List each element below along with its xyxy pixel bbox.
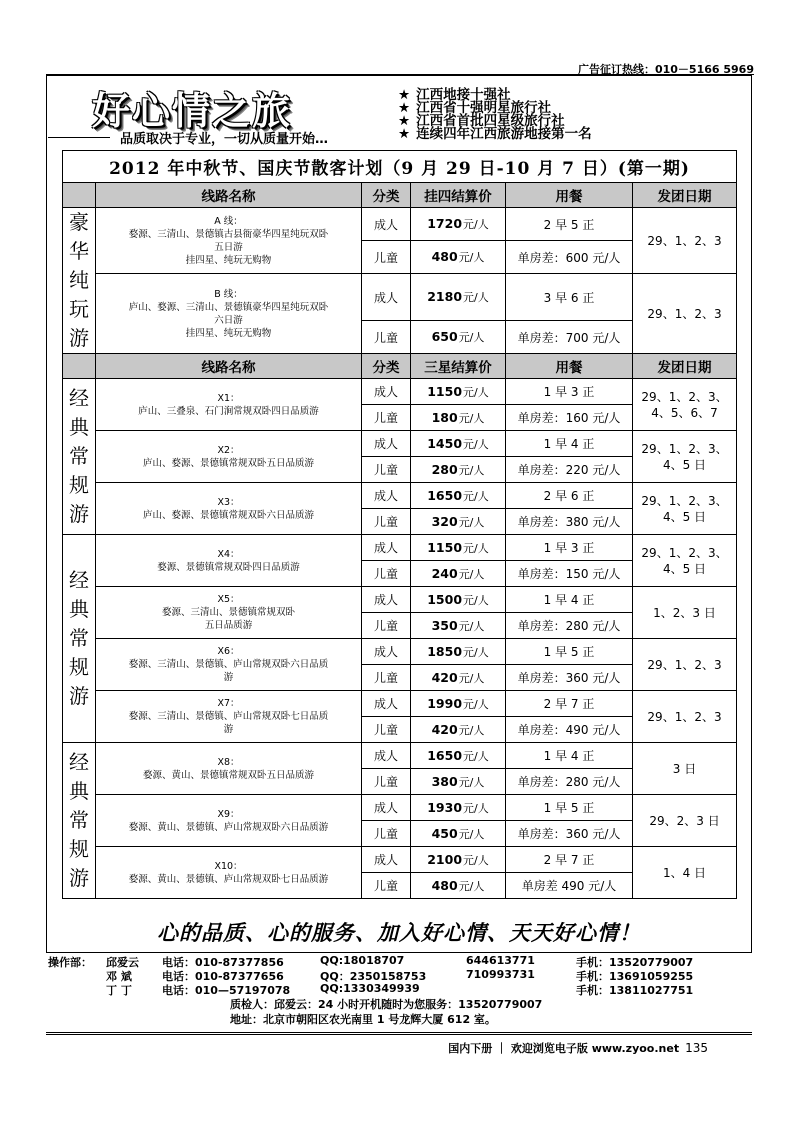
header-meal: 用餐 (506, 183, 633, 208)
section-label-char: 规 (69, 473, 89, 497)
departure-dates (633, 483, 737, 535)
slogan-rule (48, 137, 110, 138)
header-route: 线路名称 (96, 354, 362, 379)
section-label-char: 典 (69, 779, 89, 803)
price-child (411, 321, 506, 354)
office-address: 地址：北京市朝阳区农光南里 1 号龙辉大厦 612 室。 (230, 1013, 496, 1026)
price-child (411, 561, 506, 587)
price-value: 1150 (427, 383, 463, 399)
meal-child: 单房差：490 元/人 (506, 717, 633, 743)
category-child: 儿童 (362, 613, 411, 639)
meal-adult: 1 早 5 正 (506, 639, 633, 665)
price-unit: 元/人 (458, 775, 485, 789)
section-label-char: 经 (69, 386, 89, 410)
price-unit: 元/人 (463, 853, 489, 867)
price-unit: 元/人 (458, 827, 485, 841)
route-name-line: 庐山、婺源、三清山、景德镇豪华四星纯玩双卧 (128, 301, 329, 313)
meal-child: 单房差：600 元/人 (506, 241, 633, 274)
section-label-char: 华 (69, 239, 89, 263)
departure-date-line: 1、4 日 (662, 865, 707, 880)
contact-name: 邱爱云 (106, 956, 139, 969)
category-adult: 成人 (362, 431, 411, 457)
footer-text: 国内下册 ｜ 欢迎浏览电子版 www.zyoo.net (448, 1042, 680, 1055)
route-adult-row (63, 587, 737, 613)
star-icon: ★ (398, 87, 411, 103)
route-adult-row (63, 535, 737, 561)
route-name-line: X6： (217, 646, 240, 657)
price-unit: 元/人 (463, 218, 489, 231)
category-adult: 成人 (362, 795, 411, 821)
price-value: 1990 (427, 695, 463, 711)
price-value: 380 (431, 773, 458, 789)
price-unit: 元/人 (458, 331, 485, 344)
star-icon: ★ (398, 100, 411, 116)
meal-adult: 2 早 5 正 (506, 208, 633, 241)
meal-adult: 1 早 5 正 (506, 795, 633, 821)
price-child (411, 613, 506, 639)
price-unit: 元/人 (458, 671, 485, 685)
departure-date-line: 29、1、2、3 (647, 657, 722, 672)
route-adult-row (63, 274, 737, 321)
price-unit: 元/人 (458, 879, 485, 893)
route-adult-row (63, 691, 737, 717)
section-label-char: 玩 (69, 297, 89, 321)
header-price: 挂四结算价 (411, 183, 506, 208)
departure-dates (633, 639, 737, 691)
route-name (96, 274, 362, 354)
meal-adult: 2 早 7 正 (506, 847, 633, 873)
plan-title: 2012 年中秋节、国庆节散客计划（9 月 29 日-10 月 7 日）(第一期) (63, 151, 737, 183)
price-value: 1850 (427, 643, 463, 659)
price-unit: 元/人 (463, 437, 489, 451)
departure-dates (633, 431, 737, 483)
departure-dates (633, 847, 737, 899)
contact-bottom-rule (46, 1032, 752, 1035)
contact-phone: 电话：010-87377656 (162, 970, 284, 983)
price-value: 1650 (427, 747, 463, 763)
section-label-char: 游 (69, 326, 89, 350)
brand-logo: 好心情之旅 (92, 88, 293, 133)
departure-date-line: 29、1、2、3、 (641, 545, 728, 560)
contact-name: 丁 丁 (106, 984, 132, 997)
route-adult-row (63, 208, 737, 241)
price-unit: 元/人 (458, 567, 485, 581)
section-label-char: 典 (69, 415, 89, 439)
route-name-line: X3： (217, 496, 240, 508)
price-unit: 元/人 (463, 291, 489, 304)
price-value: 480 (431, 249, 458, 264)
section-label-char: 经 (69, 750, 89, 774)
price-unit: 元/人 (463, 489, 489, 503)
route-adult-row (63, 431, 737, 457)
price-child (411, 241, 506, 274)
price-unit: 元/人 (458, 619, 485, 633)
route-name-line: 庐山、三叠泉、石门涧常规双卧四日品质游 (138, 405, 319, 417)
section-label-char: 游 (69, 866, 89, 890)
section-label-char: 常 (69, 444, 89, 468)
price-value: 650 (431, 329, 458, 344)
price-value: 2180 (427, 289, 463, 304)
section-label-char: 规 (69, 655, 89, 679)
price-unit: 元/人 (458, 251, 485, 264)
route-name-line: 游 (223, 672, 234, 683)
price-value: 1500 (427, 591, 463, 607)
price-unit: 元/人 (463, 697, 489, 711)
departure-date-line: 3 日 (672, 761, 697, 776)
price-adult (411, 431, 506, 457)
price-adult (411, 535, 506, 561)
route-name-line: X10： (214, 860, 243, 872)
header-meal: 用餐 (506, 354, 633, 379)
meal-child: 单房差：280 元/人 (506, 769, 633, 795)
route-name (96, 847, 362, 899)
contact-qq: QQ:1330349939 (320, 982, 420, 995)
price-child (411, 769, 506, 795)
departure-dates (633, 379, 737, 431)
price-value: 2100 (427, 851, 463, 867)
meal-child: 单房差：380 元/人 (506, 509, 633, 535)
contact-label: 操作部： (48, 956, 92, 969)
category-adult: 成人 (362, 208, 411, 241)
route-name-line: 庐山、婺源、景德镇常规双卧五日品质游 (142, 457, 314, 469)
ad-hotline: 广告征订热线：010－5166 5969 (577, 63, 754, 76)
header-spacer (63, 183, 96, 208)
price-adult (411, 847, 506, 873)
departure-date-line: 29、1、2、3 (647, 233, 722, 248)
route-name-line: 五日游 (214, 241, 243, 253)
departure-date-line: 29、1、2、3、 (641, 389, 728, 404)
meal-child: 单房差：360 元/人 (506, 821, 633, 847)
section-label-char: 游 (69, 502, 89, 526)
price-value: 420 (431, 721, 458, 737)
page-number: 135 (685, 1041, 708, 1055)
price-unit: 元/人 (463, 749, 489, 763)
meal-child: 单房差：160 元/人 (506, 405, 633, 431)
price-value: 1650 (427, 487, 463, 503)
category-adult: 成人 (362, 483, 411, 509)
price-unit: 元/人 (463, 645, 489, 659)
route-adult-row (63, 847, 737, 873)
contact-phone: 电话：010-87377856 (162, 956, 284, 969)
price-unit: 元/人 (463, 541, 489, 555)
meal-adult: 2 早 6 正 (506, 483, 633, 509)
route-name-line: 婺源、黄山、景德镇、庐山常规双卧六日品质游 (128, 821, 329, 833)
star-icon: ★ (398, 126, 411, 142)
price-child (411, 821, 506, 847)
route-name-line: X8： (217, 756, 240, 768)
price-value: 480 (431, 877, 458, 893)
honor-item: ★ 江西地接十强社 (398, 87, 511, 103)
section-label-char: 常 (69, 808, 89, 832)
price-unit: 元/人 (458, 463, 485, 477)
honor-list (398, 89, 592, 141)
price-unit: 元/人 (463, 385, 489, 399)
departure-date-line: 1、2、3 日 (653, 605, 716, 620)
price-value: 420 (431, 669, 458, 685)
price-unit: 元/人 (458, 515, 485, 529)
category-adult: 成人 (362, 379, 411, 405)
meal-adult: 1 早 4 正 (506, 431, 633, 457)
honor-item: ★ 江西省十强明星旅行社 (398, 100, 552, 116)
slogan-banner: 心的品质、心的服务、加入好心情、天天好心情！ (157, 921, 641, 945)
section-label-char: 常 (69, 626, 89, 650)
price-adult (411, 691, 506, 717)
section-label-char: 规 (69, 837, 89, 861)
departure-dates (633, 795, 737, 847)
header-row (63, 183, 737, 208)
departure-dates (633, 274, 737, 354)
header-spacer (63, 354, 96, 379)
meal-adult: 1 早 3 正 (506, 379, 633, 405)
route-name-line: 庐山、婺源、景德镇常规双卧六日品质游 (142, 509, 314, 521)
route-name-line: 婺源、黄山、景德镇、庐山常规双卧七日品质游 (128, 873, 329, 885)
route-name (96, 431, 362, 483)
meal-adult: 1 早 4 正 (506, 743, 633, 769)
meal-adult: 2 早 7 正 (506, 691, 633, 717)
departure-dates (633, 208, 737, 274)
section-label (63, 208, 96, 354)
contact-qq2: 710993731 (466, 968, 535, 981)
price-unit: 元/人 (458, 411, 485, 425)
meal-child: 单房差 490 元/人 (506, 873, 633, 899)
price-adult (411, 274, 506, 321)
category-child: 儿童 (362, 241, 411, 274)
route-name (96, 639, 362, 691)
route-name-line: 婺源、黄山、景德镇常规双卧五日品质游 (142, 769, 314, 781)
header-category: 分类 (362, 183, 411, 208)
route-name-line: X9： (217, 808, 240, 820)
route-name (96, 743, 362, 795)
contact-name: 邓 斌 (106, 970, 132, 983)
category-child: 儿童 (362, 821, 411, 847)
meal-child: 单房差：360 元/人 (506, 665, 633, 691)
route-name-line: X5： (217, 594, 240, 605)
category-child: 儿童 (362, 769, 411, 795)
contact-qq2: 644613771 (466, 954, 535, 967)
departure-date-line: 4、5 日 (662, 457, 707, 472)
price-adult (411, 587, 506, 613)
departure-dates (633, 743, 737, 795)
price-child (411, 665, 506, 691)
price-adult (411, 379, 506, 405)
price-adult (411, 639, 506, 665)
section-label-char: 豪 (69, 210, 89, 234)
route-name (96, 208, 362, 274)
route-name (96, 535, 362, 587)
price-adult (411, 743, 506, 769)
tour-plan-table (62, 150, 737, 899)
star-icon: ★ (398, 113, 411, 129)
header-date: 发团日期 (633, 183, 737, 208)
category-adult: 成人 (362, 743, 411, 769)
category-adult: 成人 (362, 847, 411, 873)
route-adult-row (63, 743, 737, 769)
contact-phone: 电话：010—57197078 (162, 984, 291, 997)
section-label (63, 535, 96, 743)
route-name-line: 游 (223, 724, 234, 735)
category-adult: 成人 (362, 639, 411, 665)
meal-child: 单房差：700 元/人 (506, 321, 633, 354)
contact-mobile: 手机：13520779007 (576, 956, 694, 969)
meal-child: 单房差：150 元/人 (506, 561, 633, 587)
price-adult (411, 208, 506, 241)
route-name-line: X1： (217, 392, 240, 404)
category-child: 儿童 (362, 509, 411, 535)
category-adult: 成人 (362, 587, 411, 613)
price-child (411, 873, 506, 899)
departure-date-line: 29、1、2、3、 (641, 493, 728, 508)
route-adult-row (63, 639, 737, 665)
meal-adult: 1 早 4 正 (506, 587, 633, 613)
route-name (96, 587, 362, 639)
departure-date-line: 29、2、3 日 (649, 813, 720, 828)
price-value: 240 (431, 565, 458, 581)
category-adult: 成人 (362, 274, 411, 321)
meal-child: 单房差：280 元/人 (506, 613, 633, 639)
brand-slogan: 品质取决于专业，一切从质量开始… (120, 132, 329, 147)
route-name-line: 婺源、三清山、景德镇古县衙豪华四星纯玩双卧 (128, 228, 329, 240)
price-child (411, 405, 506, 431)
category-adult: 成人 (362, 691, 411, 717)
route-name-line: 婺源、三清山、景德镇、庐山常规双卧六日品质 (128, 659, 329, 670)
route-name-line: 婺源、三清山、景德镇常规双卧 (161, 607, 295, 618)
section-label-char: 典 (69, 597, 89, 621)
route-name-line: 婺源、三清山、景德镇、庐山常规双卧七日品质 (128, 711, 329, 722)
price-unit: 元/人 (463, 801, 489, 815)
route-name-line: 婺源、景德镇常规双卧四日品质游 (157, 561, 300, 573)
header-price: 三星结算价 (411, 354, 506, 379)
contact-qq: QQ:18018707 (320, 954, 405, 967)
header-row (63, 354, 737, 379)
departure-date-line: 29、1、2、3 (647, 306, 722, 321)
route-name (96, 483, 362, 535)
departure-date-line: 4、5 日 (662, 509, 707, 524)
category-child: 儿童 (362, 405, 411, 431)
contact-mobile: 手机：13691059255 (576, 970, 694, 983)
route-name-line: X7： (217, 698, 240, 709)
price-value: 280 (431, 461, 458, 477)
honor-item: ★ 江西省首批四星级旅行社 (398, 113, 565, 129)
category-child: 儿童 (362, 873, 411, 899)
departure-date-line: 29、1、2、3、 (641, 441, 728, 456)
price-value: 180 (431, 409, 458, 425)
price-child (411, 509, 506, 535)
price-unit: 元/人 (463, 593, 489, 607)
departure-dates (633, 691, 737, 743)
contact-qq: QQ：2350158753 (320, 970, 427, 983)
departure-dates (633, 587, 737, 639)
route-name-line: 五日品质游 (204, 620, 253, 631)
header-date: 发团日期 (633, 354, 737, 379)
category-child: 儿童 (362, 457, 411, 483)
route-adult-row (63, 483, 737, 509)
route-name-line: 挂四星、纯玩无购物 (185, 327, 272, 339)
category-child: 儿童 (362, 665, 411, 691)
price-value: 450 (431, 825, 458, 841)
route-name-line: 挂四星、纯玩无购物 (185, 254, 272, 266)
section-label-char: 经 (69, 568, 89, 592)
departure-date-line: 29、1、2、3 (647, 709, 722, 724)
departure-date-line: 4、5 日 (662, 561, 707, 576)
price-child (411, 457, 506, 483)
category-child: 儿童 (362, 561, 411, 587)
route-name-line: X2： (217, 444, 240, 456)
price-value: 1150 (427, 539, 463, 555)
departure-date-line: 4、5、6、7 (651, 405, 718, 420)
route-adult-row (63, 795, 737, 821)
price-value: 1930 (427, 799, 463, 815)
quality-inspector: 质检人：邱爱云：24 小时开机随时为您服务：13520779007 (230, 998, 543, 1011)
route-name-line: X4： (217, 548, 240, 560)
section-label (63, 743, 96, 899)
price-value: 320 (431, 513, 458, 529)
price-value: 350 (431, 617, 458, 633)
route-name (96, 691, 362, 743)
price-value: 1720 (427, 216, 463, 231)
departure-dates (633, 535, 737, 587)
category-adult: 成人 (362, 535, 411, 561)
route-name-line: B 线： (214, 288, 243, 300)
header-category: 分类 (362, 354, 411, 379)
route-adult-row (63, 379, 737, 405)
route-name (96, 795, 362, 847)
meal-adult: 1 早 3 正 (506, 535, 633, 561)
meal-child: 单房差：220 元/人 (506, 457, 633, 483)
category-child: 儿童 (362, 717, 411, 743)
price-child (411, 717, 506, 743)
price-unit: 元/人 (458, 723, 485, 737)
title-row (63, 151, 737, 183)
meal-adult: 3 早 6 正 (506, 274, 633, 321)
route-name-line: 六日游 (214, 314, 243, 326)
category-child: 儿童 (362, 321, 411, 354)
route-name (96, 379, 362, 431)
page-footer (448, 1040, 708, 1056)
section-label-char: 纯 (69, 268, 89, 292)
price-adult (411, 795, 506, 821)
honor-item: ★ 连续四年江西旅游地接第一名 (398, 126, 592, 142)
section-label-char: 游 (69, 684, 89, 708)
price-value: 1450 (427, 435, 463, 451)
section-label (63, 379, 96, 535)
route-name-line: A 线： (214, 215, 243, 227)
price-adult (411, 483, 506, 509)
contact-mobile: 手机：13811027751 (576, 984, 694, 997)
header-route: 线路名称 (96, 183, 362, 208)
